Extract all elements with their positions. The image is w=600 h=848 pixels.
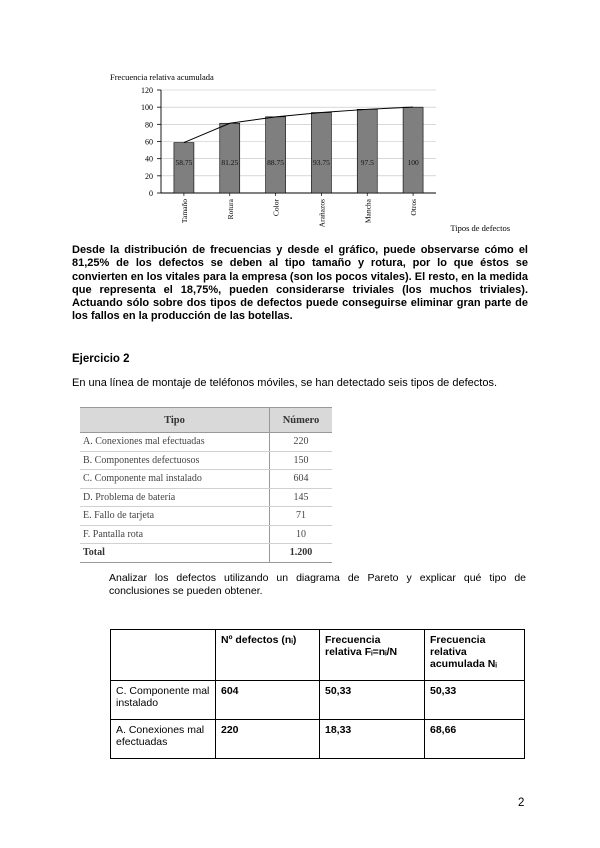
defect-count: 604 [270,470,333,489]
defect-count: 220 [270,433,333,452]
y-tick-label: 40 [145,154,153,164]
table-row [111,681,525,720]
x-tick-label: Arañazos [317,199,327,228]
bar-value-label: 58.75 [175,158,193,167]
total-value: 1.200 [270,544,333,563]
x-tick-label: Tamaño [179,199,189,224]
defect-type: E. Fallo de tarjeta [80,507,270,526]
header-cumulative-frequency: Frecuencia relativa acumulada Nᵢ [425,630,525,681]
y-tick-label: 20 [145,171,153,181]
relative-frequency: 50,33 [320,681,425,720]
header-relative-frequency: Frecuencia relativa Fᵢ=nᵢ/N [320,630,425,681]
bar-value-label: 97.5 [360,158,374,167]
defect-type: B. Componentes defectuosos [80,451,270,470]
table-row [80,451,332,470]
task-text: Analizar los defectos utilizando un diagrama de Pareto y explicar qué tipo de conclusiones se pueden obtener. [109,572,526,597]
total-label: Total [80,544,270,563]
bar [174,143,194,193]
pareto-chart [108,68,518,238]
x-tick-label: Mancha [363,199,373,224]
table-row [80,433,332,452]
defect-count: 71 [270,507,333,526]
table-row [80,525,332,544]
defect-type: C. Componente mal instalado [111,681,216,720]
y-tick-label: 120 [141,86,153,95]
x-tick-label: Otros [409,199,419,216]
exercise-heading: Ejercicio 2 [72,353,130,365]
defect-count: 145 [270,488,333,507]
y-tick-label: 100 [141,103,153,113]
table-row [111,720,525,759]
table-header-row [111,630,525,681]
pareto-table [110,629,525,759]
page-number: 2 [518,797,525,809]
y-axis-title: Frecuencia relativa acumulada [110,72,214,82]
table-header-row [80,408,332,433]
cumulative-line [184,107,413,142]
total-row [80,544,332,563]
bar-value-label: 88.75 [267,158,285,167]
table-row [80,470,332,489]
relative-frequency: 18,33 [320,720,425,759]
defect-type: D. Problema de batería [80,488,270,507]
cumulative-frequency: 68,66 [425,720,525,759]
x-tick-label: Rotura [225,199,235,220]
y-tick-label: 0 [149,189,153,198]
defect-type: A. Conexiones mal efectuadas [80,433,270,452]
bar [311,113,331,193]
header-numero: Número [270,408,333,433]
table-row [80,488,332,507]
defect-count: 604 [216,681,320,720]
bar-value-label: 81.25 [221,158,239,167]
defect-count: 150 [270,451,333,470]
defects-table [80,407,332,563]
x-axis-title: Tipos de defectos [450,223,510,233]
table-row [80,507,332,526]
bar [403,107,423,193]
defect-count: 220 [216,720,320,759]
defect-type: F. Pantalla rota [80,525,270,544]
header-defect-count: Nº defectos (nᵢ) [216,630,320,681]
bar-value-label: 93.75 [312,158,330,167]
header-tipo: Tipo [80,408,270,433]
header-empty [111,630,216,681]
defect-type: C. Componente mal instalado [80,470,270,489]
bar [357,109,377,193]
cumulative-frequency: 50,33 [425,681,525,720]
analysis-paragraph: Desde la distribución de frecuencias y desde el gráfico, puede observarse cómo el 81,25% de los defectos se deben al tipo tamaño y rotura, por lo que éstos se convierten en los vitales para la empresa (son los pocos vitales). El resto, en la medida que representa el 18,75%, pueden considerarse triviales (los muchos triviales). Actuando sólo sobre dos tipos de defectos puede conseguirse eliminar gran parte de los fallos en la producción de las botellas. [72,244,528,323]
y-tick-label: 60 [145,137,153,147]
x-tick-label: Color [271,199,281,217]
bar [266,117,286,193]
bar-value-label: 100 [407,158,419,167]
exercise-intro: En una línea de montaje de teléfonos móviles, se han detectado seis tipos de defectos. [72,377,497,389]
defect-count: 10 [270,525,333,544]
defect-type: A. Conexiones mal efectuadas [111,720,216,759]
y-tick-label: 80 [145,120,153,130]
